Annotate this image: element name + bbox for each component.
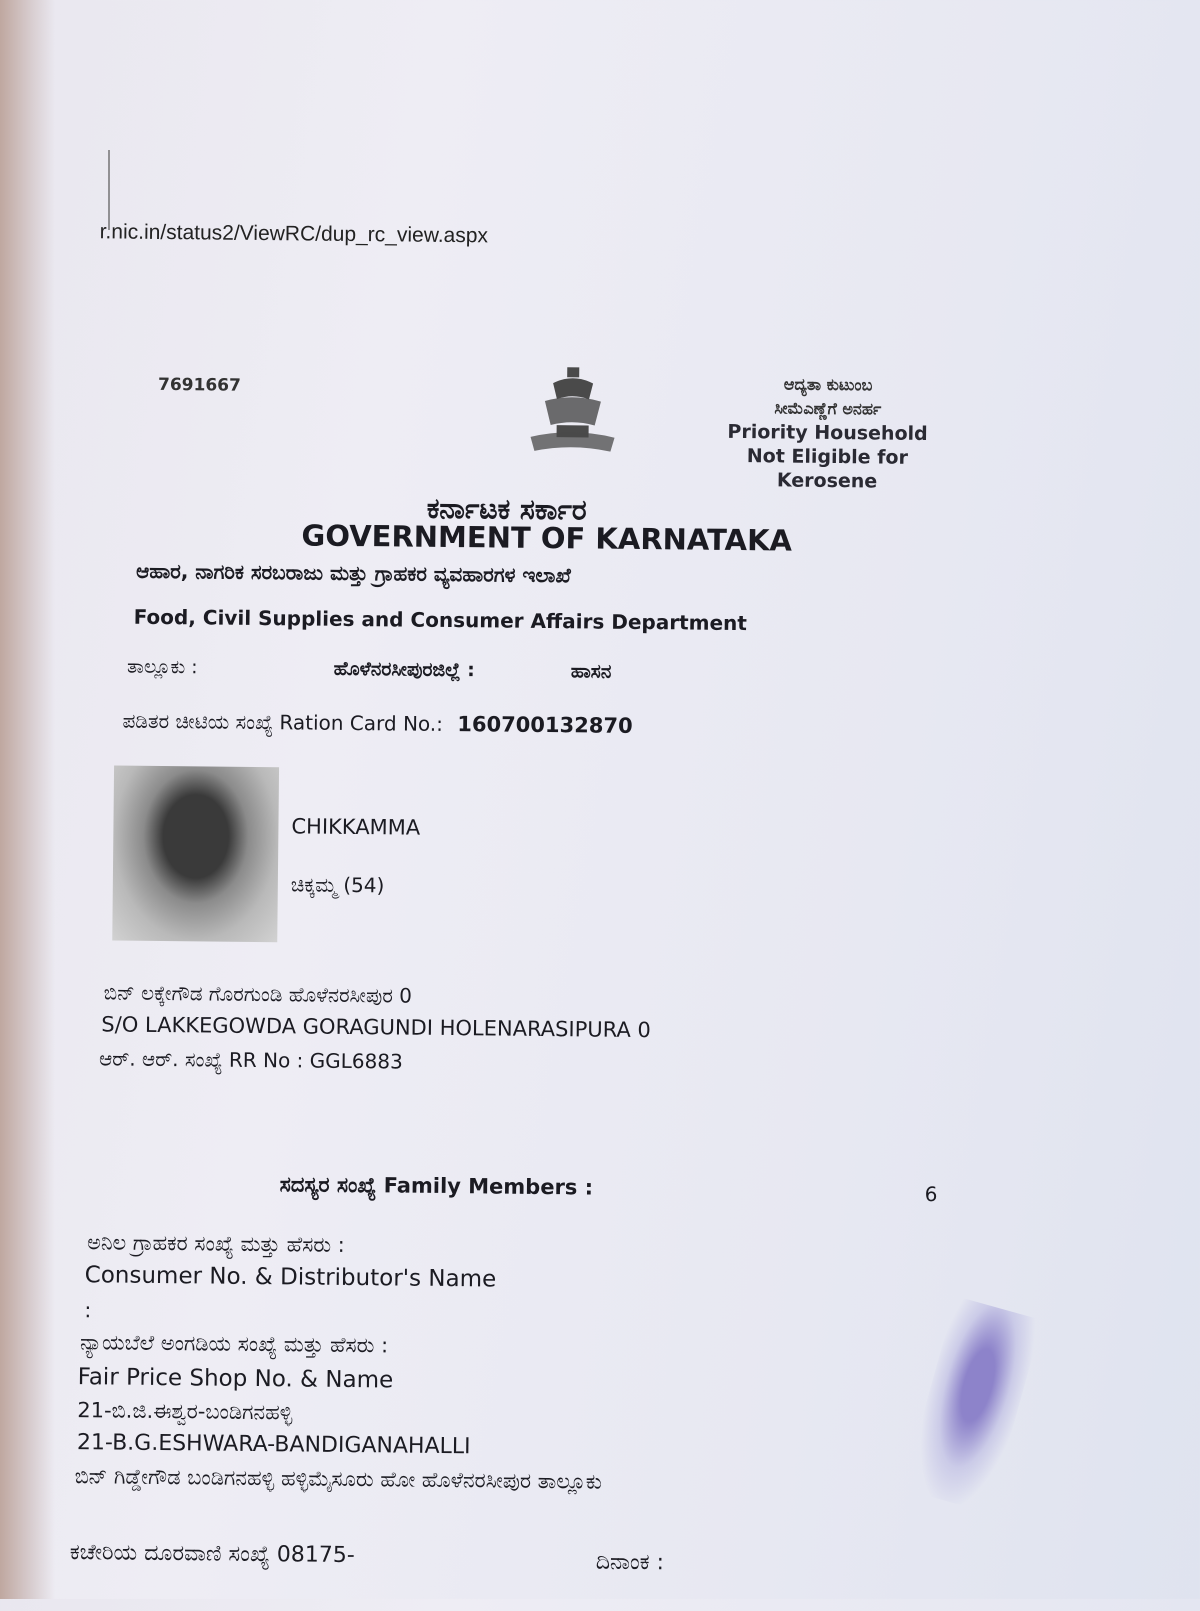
department-kn: ಆಹಾರ, ನಾಗರಿಕ ಸರಬರಾಜು ಮತ್ತು ಗ್ರಾಹಕರ ವ್ಯವಹಾರಗಳ ಇಲಾಖೆ xyxy=(135,558,571,588)
address-en: S/O LAKKEGOWDA GORAGUNDI HOLENARASIPURA 0 xyxy=(101,1012,651,1043)
consumer-value: : xyxy=(84,1298,92,1323)
date-label: ದಿನಾಂಕ : xyxy=(595,1549,665,1576)
priority-kn-line2: ಸೀಮೆಎಣ್ಣೆಗೆ ಅನರ್ಹ xyxy=(774,398,882,419)
print-url: r.nic.in/status2/ViewRC/dup_rc_view.aspx xyxy=(99,220,489,248)
fps-label-en: Fair Price Shop No. & Name xyxy=(77,1364,394,1394)
holder-name-kn: ಚಿಕ್ಕಮ್ಮ (54) xyxy=(290,872,385,898)
taluk-value: ಹೊಳೆನರಸೀಪುರಜಿಲ್ಲೆ : xyxy=(333,657,475,682)
ration-card-number: 160700132870 xyxy=(457,712,633,738)
fps-value-en: 21-B.G.ESHWARA-BANDIGANAHALLI xyxy=(76,1430,471,1460)
consumer-label-en: Consumer No. & Distributor's Name xyxy=(84,1262,497,1293)
ration-card-label: ಪಡಿತರ ಚೀಟಿಯ ಸಂಖ್ಯೆ Ration Card No.: xyxy=(122,708,444,736)
department-en: Food, Civil Supplies and Consumer Affairs Department xyxy=(133,604,748,636)
family-members-label: ಸದಸ್ಯರ ಸಂಖ್ಯೆ Family Members : xyxy=(279,1172,594,1200)
fps-address: ಬಿನ್ ಗಿಡ್ಡೇಗೌಡ ಬಂಡಿಗನಹಳ್ಳಿ ಹಳ್ಳಿಮೈಸೂರು ಹೋ ಹೊಳೆನರಸೀಪುರ ತಾಲ್ಲೂಕು xyxy=(74,1464,603,1494)
priority-en-line3: Kerosene xyxy=(776,469,878,493)
fps-value-kn: 21-ಬಿ.ಜಿ.ಈಶ್ವರ-ಬಂಡಿಗನಹಳ್ಳಿ xyxy=(77,1398,293,1425)
ration-card-document xyxy=(55,200,1130,1611)
government-title-en: GOVERNMENT OF KARNATAKA xyxy=(301,518,793,558)
rr-number: ಆರ್. ಆರ್. ಸಂಖ್ಯೆ RR No : GGL6883 xyxy=(98,1046,403,1074)
office-phone: ಕಚೇರಿಯ ದೂರವಾಣಿ ಸಂಖ್ಯೆ 08175- xyxy=(69,1540,355,1569)
ration-card-row xyxy=(122,709,632,738)
holder-name-en: CHIKKAMMA xyxy=(291,814,421,840)
fps-label-kn: ನ್ಯಾಯಬೆಲೆ ಅಂಗಡಿಯ ಸಂಖ್ಯೆ ಮತ್ತು ಹೆಸರು : xyxy=(79,1330,389,1358)
ink-stamp-mark xyxy=(902,1296,1042,1513)
address-kn: ಬಿನ್ ಲಕ್ಕೇಗೌಡ ಗೊರಗುಂಡಿ ಹೊಳೆನರಸೀಪುರ 0 xyxy=(103,980,413,1008)
district-value: ಹಾಸನ xyxy=(570,660,612,683)
taluk-label: ತಾಲ್ಲೂಕು : xyxy=(127,655,198,679)
holder-photo xyxy=(112,765,279,942)
priority-household-block xyxy=(707,372,948,495)
serial-number: 7691667 xyxy=(157,374,241,396)
taluk-row xyxy=(127,656,611,683)
consumer-label-kn: ಅನಿಲ ಗ್ರಾಹಕರ ಸಂಖ್ಯೆ ಮತ್ತು ಹೆಸರು : xyxy=(86,1230,345,1257)
karnataka-emblem-icon xyxy=(522,365,623,461)
family-members-count: 6 xyxy=(924,1182,938,1207)
priority-kn-line1: ಆದ್ಯತಾ ಕುಟುಂಬ xyxy=(783,374,873,395)
page-edge-shadow xyxy=(0,0,55,1599)
government-title-kn: ಕರ್ನಾಟಕ ಸರ್ಕಾರ xyxy=(426,491,587,527)
priority-en-line1: Priority Household xyxy=(727,420,928,445)
priority-en-line2: Not Eligible for xyxy=(746,445,908,469)
